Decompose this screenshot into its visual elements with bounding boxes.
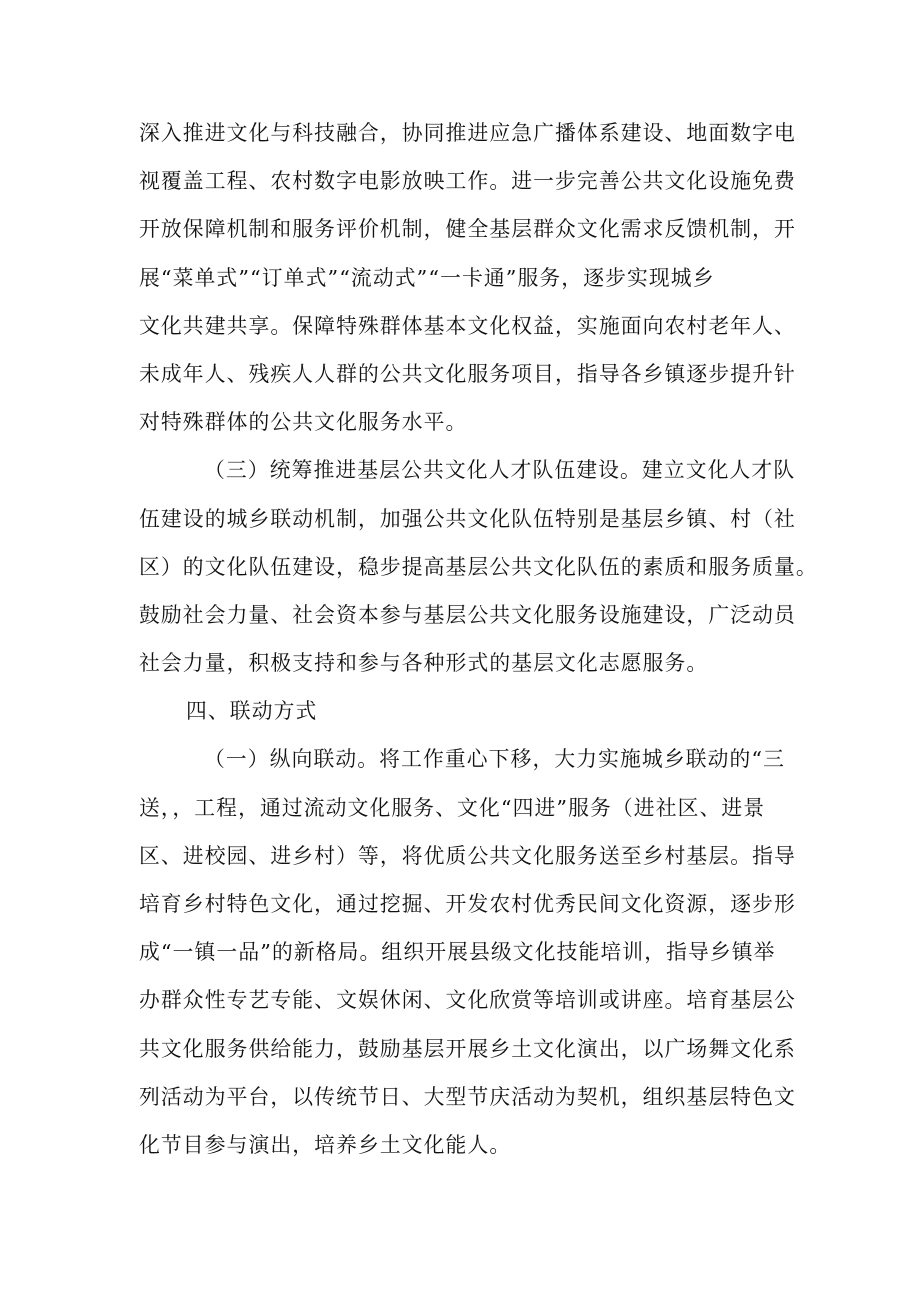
text-line: 视覆盖工程、农村数字电影放映工作。进一步完善公共文化设施免费 (139, 169, 796, 194)
text-line: 开放保障机制和服务评价机制，健全基层群众文化需求反馈机制，开 (139, 217, 796, 242)
text-line: 鼓励社会力量、社会资本参与基层公共文化服务设施建设，广泛动员 (139, 602, 796, 627)
text-line: 深入推进文化与科技融合，协同推进应急广播体系建设、地面数字电 (139, 121, 796, 145)
text-line: 未成年人、残疾人人群的公共文化服务项目，指导各乡镇逐步提升针 (139, 361, 796, 386)
text-line: 化节目参与演出，培养乡土文化能人。 (139, 1132, 512, 1157)
text-line: （三）统筹推进基层公共文化人才队伍建设。建立文化人才队 (204, 458, 796, 483)
text-line: 文化共建共享。保障特殊群体基本文化权益，实施面向农村老年人、 (139, 313, 796, 338)
text-line: 区）的文化队伍建设，稳步提高基层公共文化队伍的素质和服务质量。 (139, 554, 818, 579)
text-line: 办群众性专艺专能、文娱休闲、文化欣赏等培训或讲座。培育基层公 (139, 988, 796, 1013)
text-line: 展“菜单式”“订单式”“流动式”“一卡通”服务，逐步实现城乡 (139, 265, 715, 290)
text-line: 列活动为平台，以传统节日、大型节庆活动为契机，组织基层特色文 (139, 1084, 796, 1109)
text-line: （一）纵向联动。将工作重心下移，大力实施城乡联动的“三 (204, 747, 786, 772)
paragraph-cultural-technology-integration (139, 116, 796, 453)
text-line: 对特殊群体的公共文化服务水平。 (139, 410, 468, 435)
text-line: 共文化服务供给能力，鼓励基层开展乡土文化演出，以广场舞文化系 (139, 1036, 796, 1061)
text-line: 送，，工程，通过流动文化服务、文化“四进”服务（进社区、进景 (139, 795, 766, 820)
text-line: 区、进校园、进乡村）等，将优质公共文化服务送至乡村基层。指导 (139, 843, 796, 868)
text-line: 伍建设的城乡联动机制，加强公共文化队伍特别是基层乡镇、村（社 (139, 506, 796, 531)
text-line: 社会力量，积极支持和参与各种形式的基层文化志愿服务。 (139, 651, 709, 676)
paragraph-vertical-linkage (139, 742, 796, 1176)
section-heading: 四、联动方式 (186, 699, 318, 724)
document-body (139, 116, 818, 1176)
text-line: 成“一镇一品”的新格局。组织开展县级文化技能培训，指导乡镇举 (139, 940, 776, 965)
paragraph-talent-team-building (139, 453, 818, 694)
text-line: 培育乡村特色文化，通过挖掘、开发农村优秀民间文化资源，逐步形 (139, 892, 796, 916)
